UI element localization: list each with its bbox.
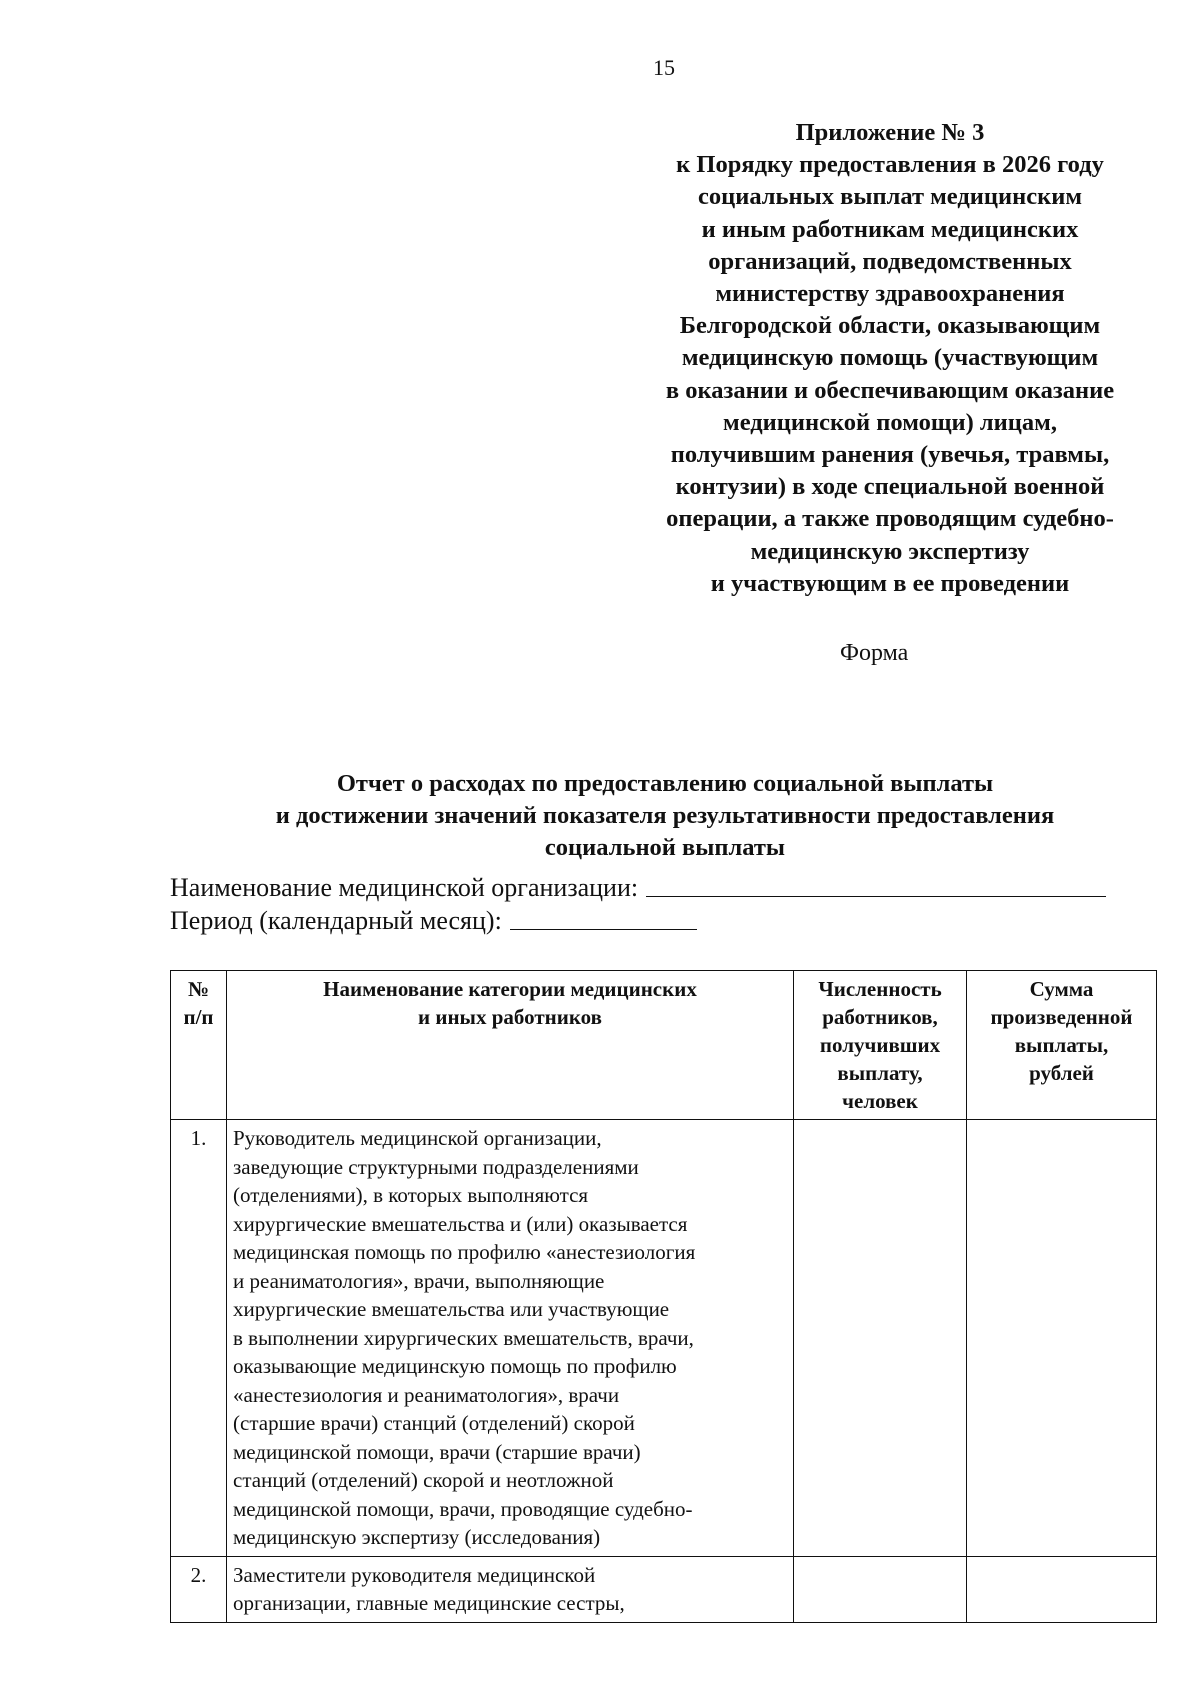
appendix-line: в оказании и обеспечивающим оказание	[665, 376, 1115, 404]
row-category	[227, 1120, 794, 1557]
appendix-line: и иным работникам медицинских	[701, 215, 1079, 243]
category-line: медицинской помощи, врачи (старшие врачи)	[233, 1439, 641, 1464]
appendix-line: Приложение № 3	[795, 119, 985, 146]
appendix-header	[600, 117, 1180, 600]
header-number	[171, 971, 227, 1120]
appendix-line: медицинскую экспертизу	[750, 537, 1030, 565]
organization-label: Наименование медицинской организации:	[170, 873, 639, 902]
report-title-line: Отчет о расходах по предоставлению социальной выплаты	[336, 770, 994, 797]
header-category	[227, 971, 794, 1120]
category-line: организации, главные медицинские сестры,	[233, 1591, 625, 1615]
period-field	[170, 906, 697, 936]
report-title	[170, 768, 1160, 864]
appendix-line: Белгородской области, оказывающим	[679, 312, 1101, 340]
header-number-text: № п/п	[183, 977, 214, 1029]
appendix-line: получившим ранения (увечья, травмы,	[670, 441, 1110, 469]
report-title-line: социальной выплаты	[544, 834, 786, 861]
report-table	[170, 970, 1157, 1623]
category-line: хирургические вмешательства или участвующие	[233, 1297, 670, 1321]
row-sum-cell[interactable]	[967, 1120, 1157, 1557]
category-line: Заместители руководителя медицинской	[233, 1562, 596, 1587]
header-sum-text: Сумма произведенной выплаты, рублей	[990, 977, 1133, 1085]
organization-field	[170, 873, 1106, 903]
appendix-line: операции, а также проводящим судебно-	[666, 505, 1114, 533]
category-line: медицинская помощь по профилю «анестезиология	[233, 1240, 696, 1264]
category-line: (старшие врачи) станций (отделений) скорой	[233, 1411, 635, 1435]
table-row	[171, 1120, 1157, 1557]
category-line: оказывающие медицинскую помощь по профилю	[233, 1354, 677, 1378]
row-sum-cell[interactable]	[967, 1556, 1157, 1622]
category-line: и реаниматология», врачи, выполняющие	[233, 1268, 605, 1293]
category-line: (отделениями), в которых выполняются	[233, 1183, 589, 1207]
appendix-line: медицинской помощи) лицам,	[723, 408, 1057, 436]
row-count-cell[interactable]	[794, 1556, 967, 1622]
category-line: медицинской помощи, врачи, проводящие судебно-	[233, 1496, 693, 1521]
category-line: хирургические вмешательства и (или) оказывается	[233, 1211, 688, 1236]
row-number: 2.	[171, 1556, 227, 1622]
report-title-line: и достижении значений показателя результативности предоставления	[275, 802, 1055, 829]
category-line: заведующие структурными подразделениями	[233, 1154, 639, 1179]
appendix-line: социальных выплат медицинским	[697, 183, 1083, 211]
period-blank[interactable]	[510, 907, 697, 930]
appendix-line: к Порядку предоставления в 2026 году	[676, 151, 1104, 179]
page-number: 15	[653, 55, 675, 80]
header-count-text: Численность работников, получивших выплату, человек	[818, 977, 942, 1113]
row-count-cell[interactable]	[794, 1120, 967, 1557]
row-category	[227, 1556, 794, 1622]
table-row	[171, 1556, 1157, 1622]
category-line: «анестезиология и реаниматология», врачи	[233, 1382, 620, 1407]
appendix-line: организаций, подведомственных	[708, 247, 1072, 275]
category-line: Руководитель медицинской организации,	[233, 1126, 602, 1150]
organization-blank[interactable]	[646, 874, 1106, 897]
category-line: станций (отделений) скорой и неотложной	[233, 1468, 614, 1492]
header-category-text: Наименование категории медицинских и иных работников	[323, 977, 697, 1029]
appendix-line: контузии) в ходе специальной военной	[675, 473, 1105, 501]
period-label: Период (календарный месяц):	[170, 906, 502, 935]
row-number: 1.	[171, 1120, 227, 1557]
category-line: медицинскую экспертизу (исследования)	[233, 1525, 601, 1549]
header-sum	[967, 971, 1157, 1120]
header-count	[794, 971, 967, 1120]
appendix-line: и участвующим в ее проведении	[710, 569, 1070, 597]
appendix-line: министерству здравоохранения	[715, 280, 1065, 308]
table-header-row	[171, 971, 1157, 1120]
appendix-line: медицинскую помощь (участвующим	[681, 344, 1099, 372]
category-line: в выполнении хирургических вмешательств, врачи,	[233, 1325, 694, 1350]
form-label: Форма	[840, 640, 909, 666]
